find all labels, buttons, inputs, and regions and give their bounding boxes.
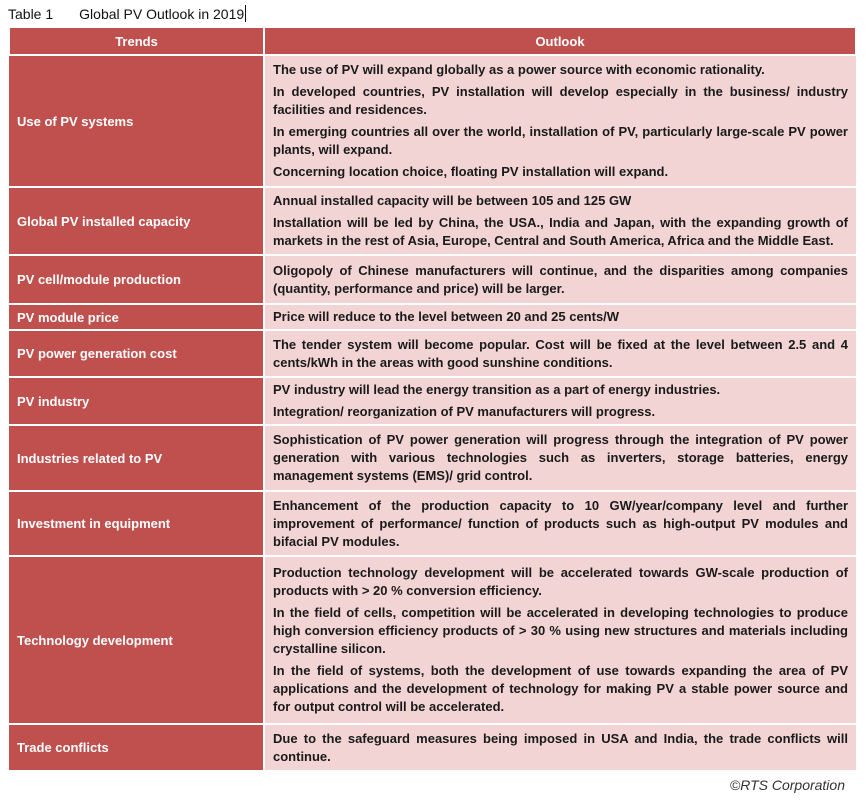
outlook-cell <box>264 556 856 724</box>
outlook-cell <box>264 425 856 491</box>
outlook-point: Oligopoly of Chinese manufacturers will continue, and the disparities among companies (quantity, performance and price) will be larger. <box>273 262 848 296</box>
table-row <box>9 377 856 425</box>
outlook-point: Production technology development will be accelerated towards GW-scale production of products with > 20 % conversion efficiency. <box>273 565 848 598</box>
outlook-cell <box>264 330 856 377</box>
header-row <box>9 28 856 55</box>
trend-cell: Trade conflicts <box>9 724 264 770</box>
header-outlook: Outlook <box>264 28 856 55</box>
trend-cell: Industries related to PV <box>9 425 264 491</box>
outlook-point: Price will reduce to the level between 20 and 25 cents/W <box>273 309 620 324</box>
outlook-cell <box>264 55 856 187</box>
trend-cell: PV module price <box>9 304 264 330</box>
outlook-point: Installation will be led by China, the USA., India and Japan, with the expanding growth of markets in the rest of Asia, Europe, Central and South America, Africa and the Middle East. <box>273 215 848 248</box>
trend-cell: PV power generation cost <box>9 330 264 377</box>
outlook-cell <box>264 491 856 556</box>
outlook-point: Sophistication of PV power generation will progress through the integration of PV power generation with various technologies such as inverters, storage batteries, energy management systems (EMS)/ grid control. <box>273 432 848 483</box>
table-row <box>9 304 856 330</box>
table-row <box>9 255 856 304</box>
outlook-point: Annual installed capacity will be between 105 and 125 GW <box>273 193 632 208</box>
trend-cell: Investment in equipment <box>9 491 264 556</box>
outlook-cell <box>264 304 856 330</box>
text-cursor <box>245 5 246 22</box>
caption-title: Global PV Outlook in 2019 <box>79 5 245 22</box>
table-caption <box>8 5 246 22</box>
outlook-point: Enhancement of the production capacity to 10 GW/year/company level and further improvement of performance/ function of products such as high-output PV modules and bifacial PV modules. <box>273 497 848 549</box>
outlook-point: The use of PV will expand globally as a power source with economic rationality. <box>273 62 765 77</box>
outlook-point: In the field of systems, both the development of use towards expanding the area of PV applications and the development of technology for making PV a stable power source and for output control will be accelerated. <box>273 663 848 714</box>
table-row <box>9 187 856 255</box>
outlook-point: PV industry will lead the energy transition as a part of energy industries. <box>273 382 721 397</box>
table-row <box>9 330 856 377</box>
trend-cell: PV industry <box>9 377 264 425</box>
copyright-credit: ©RTS Corporation <box>729 777 845 793</box>
outlook-point: In emerging countries all over the world, installation of PV, particularly large-scale PV power plants, will expand. <box>273 124 848 157</box>
table-row <box>9 556 856 724</box>
caption-number: Table 1 <box>8 5 54 22</box>
outlook-cell <box>264 377 856 425</box>
outlook-cell <box>264 255 856 304</box>
outlook-point: In the field of cells, competition will be accelerated in developing technologies to produce high conversion efficiency products of > 30 % using new structures and materials including crystalline silicon. <box>273 605 848 656</box>
table-row <box>9 425 856 491</box>
trend-cell: Technology development <box>9 556 264 724</box>
outlook-point: Integration/ reorganization of PV manufacturers will progress. <box>273 404 656 419</box>
outlook-point: The tender system will become popular. Cost will be fixed at the level between 2.5 and 4 cents/kWh in the areas with good sunshine conditions. <box>273 336 848 370</box>
table-row <box>9 491 856 556</box>
trend-cell: Use of PV systems <box>9 55 264 187</box>
table-row <box>9 724 856 770</box>
outlook-cell <box>264 187 856 255</box>
outlook-cell <box>264 724 856 770</box>
outlook-point: Due to the safeguard measures being imposed in USA and India, the trade conflicts will continue. <box>273 730 848 764</box>
header-trends: Trends <box>9 28 264 55</box>
outlook-table <box>8 28 857 770</box>
trend-cell: PV cell/module production <box>9 255 264 304</box>
trend-cell: Global PV installed capacity <box>9 187 264 255</box>
outlook-point: In developed countries, PV installation will develop especially in the business/ industry facilities and residences. <box>273 84 848 117</box>
table-body <box>9 55 856 770</box>
table-row <box>9 55 856 187</box>
outlook-point: Concerning location choice, floating PV installation will expand. <box>273 164 669 179</box>
